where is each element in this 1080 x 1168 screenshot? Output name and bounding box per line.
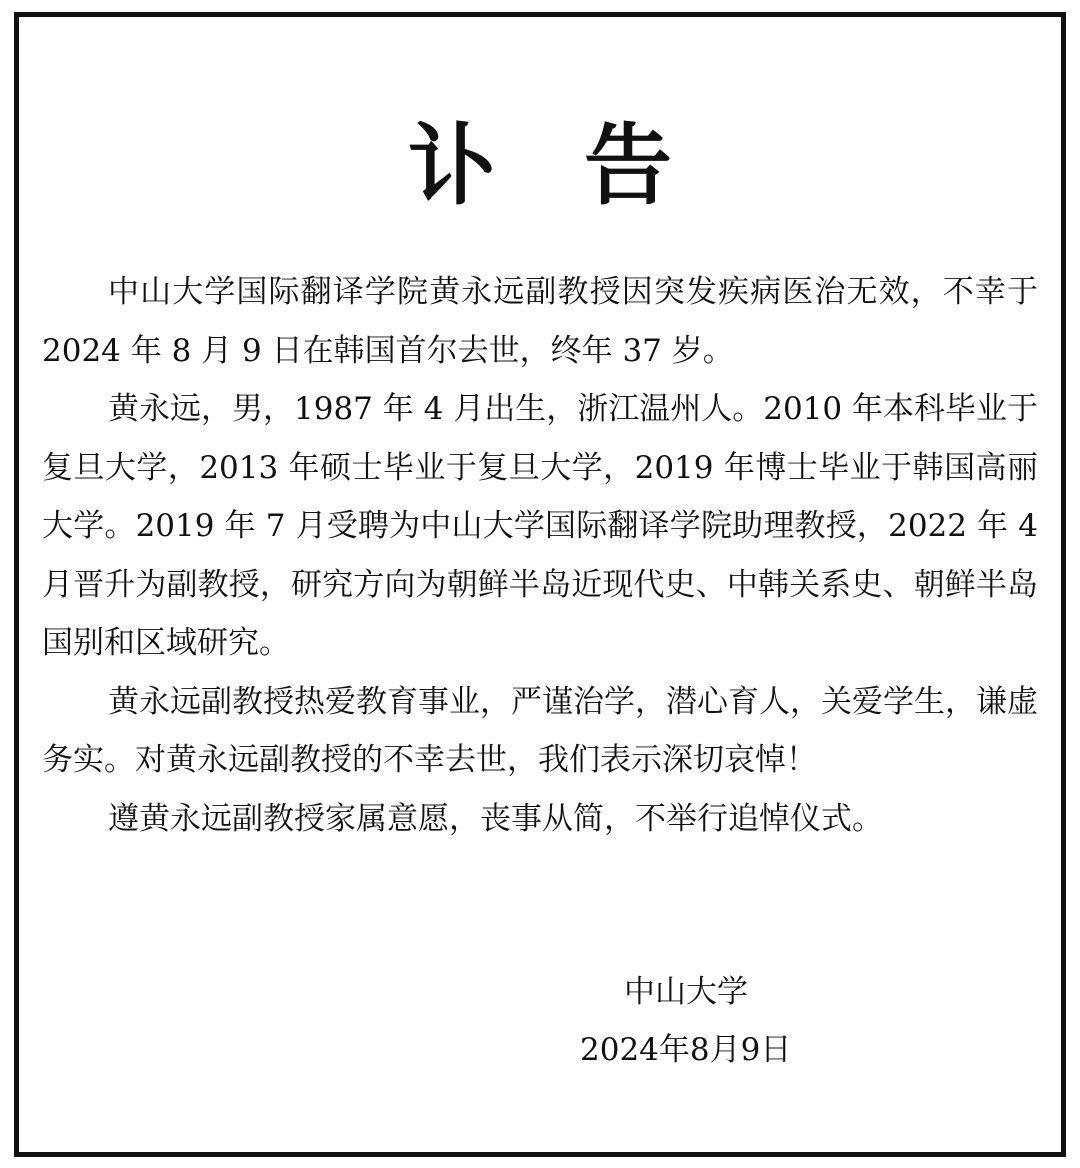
signature-date: 2024年8月9日: [580, 1032, 792, 1068]
signature-organization: 中山大学: [624, 974, 748, 1010]
paragraph-biography: 黄永远，男，1987 年 4 月出生，浙江温州人。2010 年本科毕业于复旦大学，2013 年硕士毕业于复旦大学，2019 年博士毕业于韩国高丽大学。2019 年 7 月受聘为中山大学国际翻译学院助理教授，2022 年 4 月晋升为副教授，研究方向为朝鲜半岛近现代史、中韩关系史、朝鲜半岛国别和区域研究。: [42, 391, 1038, 661]
paragraph-death-announcement: 中山大学国际翻译学院黄永远副教授因突发疾病医治无效，不幸于 2024 年 8 月 9 日在韩国首尔去世，终年 37 岁。: [42, 274, 1038, 369]
paragraph-condolence: 黄永远副教授热爱教育事业，严谨治学，潜心育人，关爱学生，谦虚务实。对黄永远副教授的不幸去世，我们表示深切哀悼！: [42, 683, 1038, 778]
notice-title: 讣告: [407, 113, 760, 217]
notice-body: [42, 263, 1038, 848]
paragraph-funeral-arrangement: 遵黄永远副教授家属意愿，丧事从简，不举行追悼仪式。: [108, 800, 883, 837]
